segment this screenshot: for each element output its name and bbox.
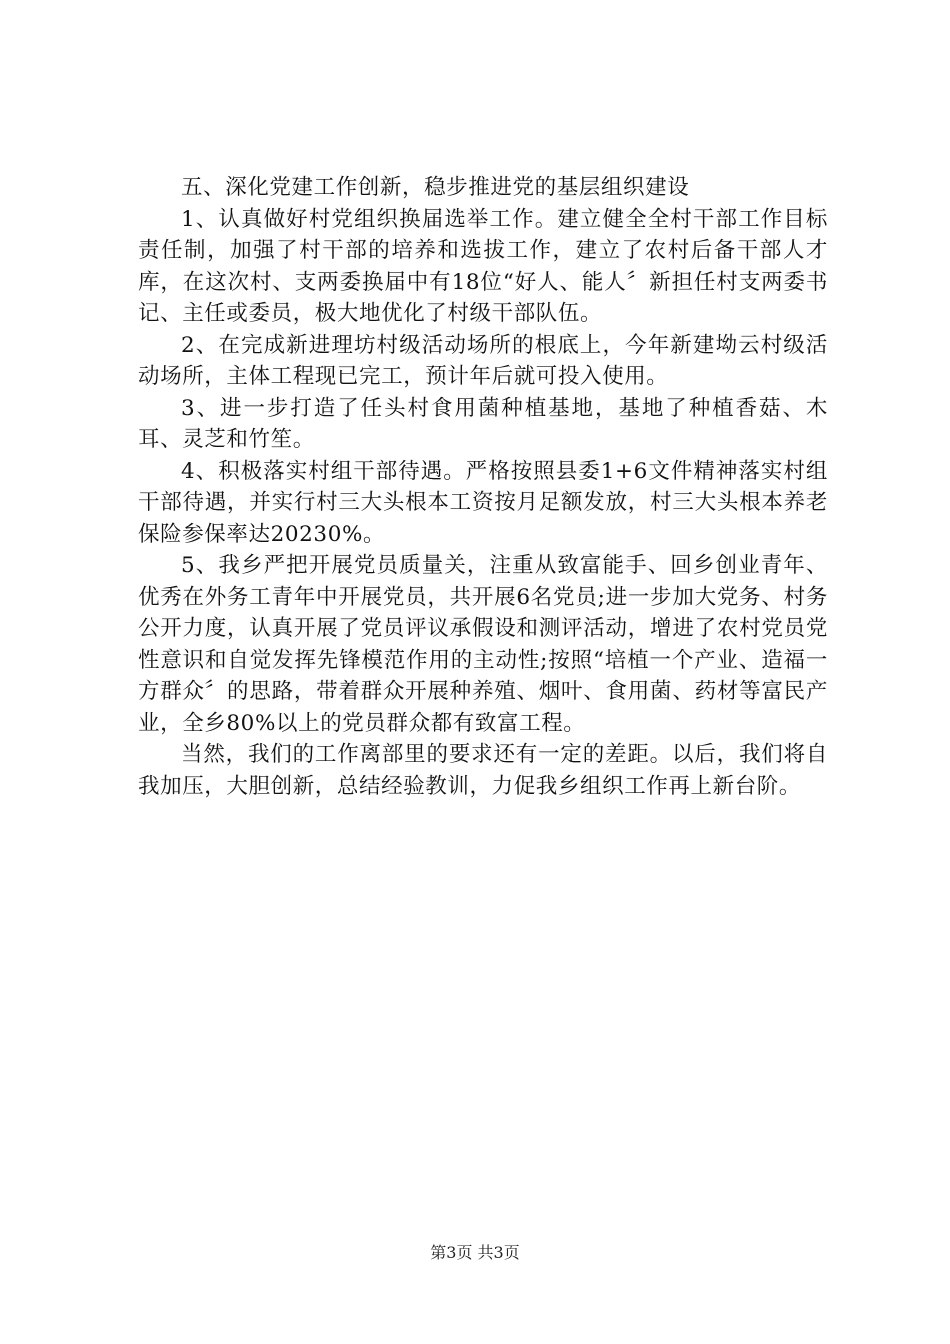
page-footer: 第3页 共3页 — [430, 1243, 520, 1262]
paragraph-5: 5、我乡严把开展党员质量关，注重从致富能手、回乡创业青年、优秀在外务工青年中开展党员，共开展6名党员;进一步加大党务、村务公开力度，认真开展了党员评议承假设和测评活动，增进了农村党员党性意识和自觉发挥先锋模范作用的主动性;按照“培植一个产业、造福一方群众〞的思路，带着群众开展种养殖、烟叶、食用菌、药材等富民产业，全乡80%以上的党员群众都有致富工程。 — [138, 553, 828, 736]
section-heading: 五、深化党建工作创新，稳步推进党的基层组织建设 — [181, 175, 690, 200]
paragraph-1: 1、认真做好村党组织换届选举工作。建立健全全村干部工作目标责任制，加强了村干部的培养和选拔工作，建立了农村后备干部人才库，在这次村、支两委换届中有18位“好人、能人〞新担任村支两委书记、主任或委员，极大地优化了村级干部队伍。 — [138, 206, 828, 326]
paragraph-3: 3、进一步打造了任头村食用菌种植基地，基地了种植香菇、木耳、灵芝和竹笙。 — [138, 395, 828, 452]
paragraph-2: 2、在完成新进理坊村级活动场所的根底上，今年新建坳云村级活动场所，主体工程现已完工，预计年后就可投入使用。 — [138, 332, 828, 389]
paragraph-conclusion: 当然，我们的工作离部里的要求还有一定的差距。以后，我们将自我加压，大胆创新，总结经验教训，力促我乡组织工作再上新台阶。 — [138, 742, 828, 799]
paragraph-4: 4、积极落实村组干部待遇。严格按照县委1+6文件精神落实村组干部待遇，并实行村三大头根本工资按月足额发放，村三大头根本养老保险参保率达20230%。 — [138, 458, 828, 547]
document-body — [138, 172, 828, 802]
